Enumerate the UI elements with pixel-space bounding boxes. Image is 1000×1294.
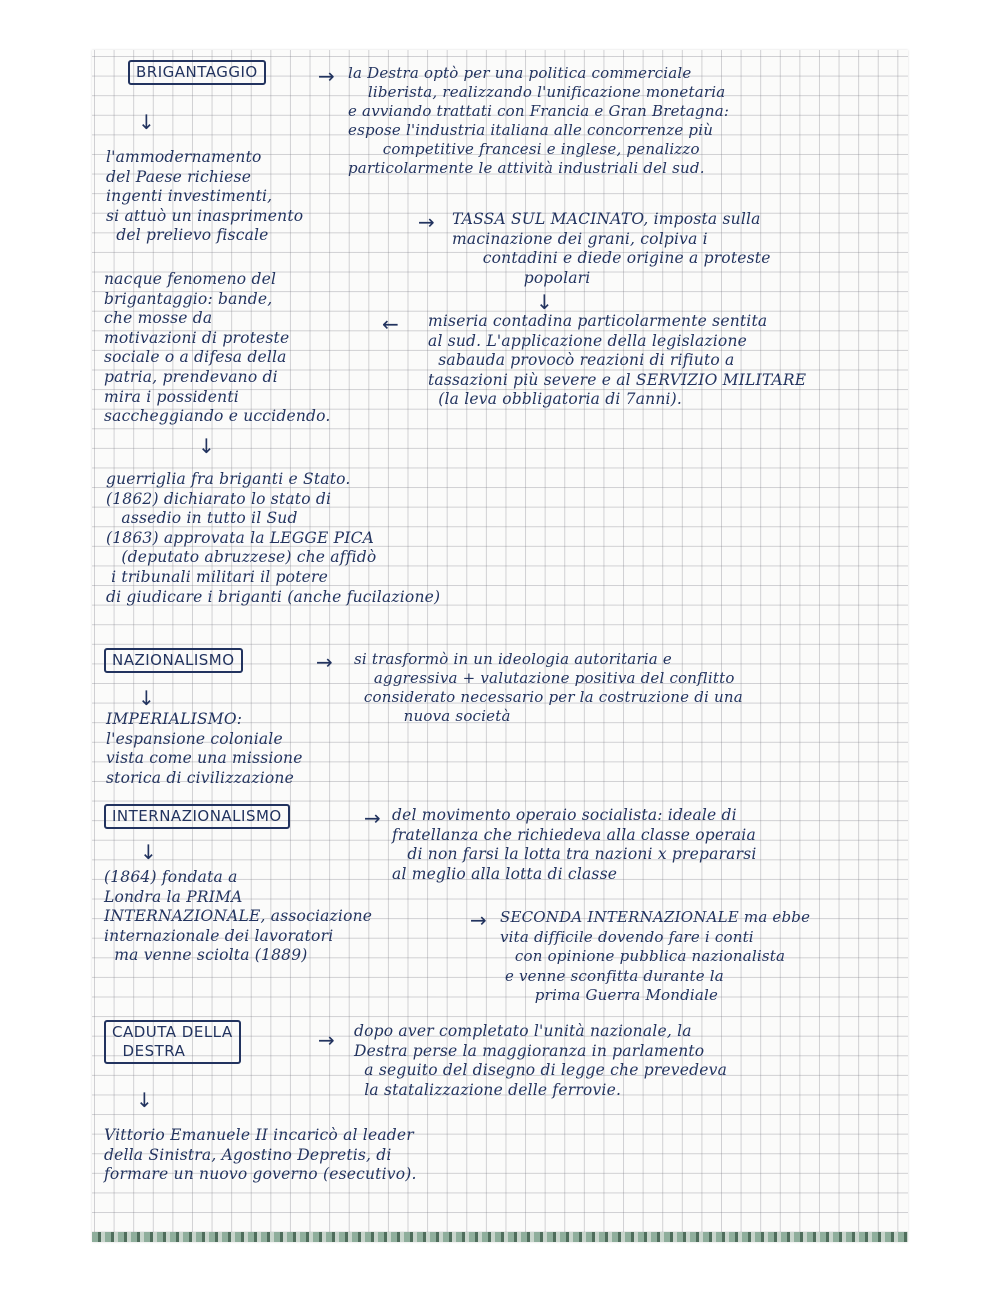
arrow-down-icon: ↓ — [536, 290, 553, 314]
guerriglia-text: guerriglia fra briganti e Stato. (1862) dichiarato lo stato di assedio in tutto il Sud (1863) approvata la LEGGE PICA (deputato abruzzese) che affidò i tribunali militari il potere di giudicare i briganti (anche fucilazione) — [106, 470, 441, 606]
internazionalismo-socialista-text: del movimento operaio socialista: ideale di fratellanza che richiedeva alla classe operaia di non farsi la lotta tra nazioni x prepararsi al meglio alla lotta di classe — [392, 806, 757, 883]
arrow-left-icon: ← — [382, 312, 399, 336]
brigantaggio-title-box: BRIGANTAGGIO — [128, 60, 266, 85]
internazionalismo-title-box: INTERNAZIONALISMO — [104, 804, 290, 829]
tassa-macinato-text: TASSA SUL MACINATO, imposta sulla macinazione dei grani, colpiva i contadini e diede origine a proteste popolari — [452, 210, 771, 287]
arrow-down-icon: ↓ — [140, 840, 157, 864]
arrow-down-icon: ↓ — [138, 110, 155, 134]
arrow-down-icon: ↓ — [198, 434, 215, 458]
arrow-right-icon: → — [470, 908, 487, 932]
miseria-contadina-text: miseria contadina particolarmente sentita al sud. L'applicazione della legislazione sabauda provocò reazioni di rifiuto a tassazioni più severe e al SERVIZIO MILITARE (la leva obbligatoria di 7anni). — [428, 312, 807, 409]
arrow-right-icon: → — [418, 210, 435, 234]
arrow-right-icon: → — [318, 1028, 335, 1052]
arrow-right-icon: → — [316, 650, 333, 674]
caduta-destra-title-box: CADUTA DELLA DESTRA — [104, 1020, 241, 1064]
caduta-destra-text: dopo aver completato l'unità nazionale, la Destra perse la maggioranza in parlamento a seguito del disegno di legge che prevedeva la statalizzazione delle ferrovie. — [354, 1022, 728, 1099]
brigantaggio-liberismo-text: la Destra optò per una politica commerciale liberista, realizzando l'unificazione monetaria e avviando trattati con Francia e Gran Bretagna: espose l'industria italiana alle concorrenze più competitive francesi e inglese, penalizzo particolarmente le attività industriali del sud. — [348, 64, 730, 177]
brigantaggio-fiscale-text: l'ammodernamento del Paese richiese ingenti investimenti, si attuò un inasprimento del prelievo fiscale — [106, 148, 304, 245]
page-bottom-edge — [92, 1232, 908, 1242]
nacque-brigantaggio-text: nacque fenomeno del brigantaggio: bande, che mosse da motivazioni di proteste sociale o a difesa della patria, prendevano di mira i possidenti saccheggiando e uccidendo. — [104, 270, 331, 426]
depretis-text: Vittorio Emanuele II incaricò al leader della Sinistra, Agostino Depretis, di formare un nuovo governo (esecutivo). — [104, 1126, 417, 1184]
prima-internazionale-text: (1864) fondata a Londra la PRIMA INTERNAZIONALE, associazione internazionale dei lavoratori ma venne sciolta (1889) — [104, 868, 373, 965]
seconda-internazionale-text: SECONDA INTERNAZIONALE ma ebbe vita difficile dovendo fare i conti con opinione pubblica nazionalista e venne sconfitta durante la prima Guerra Mondiale — [500, 908, 811, 1005]
arrow-down-icon: ↓ — [138, 686, 155, 710]
arrow-right-icon: → — [318, 64, 335, 88]
imperialismo-text: IMPERIALISMO: l'espansione coloniale vista come una missione storica di civilizzazione — [106, 710, 303, 787]
arrow-down-icon: ↓ — [136, 1088, 153, 1112]
arrow-right-icon: → — [364, 806, 381, 830]
nazionalismo-title-box: NAZIONALISMO — [104, 648, 243, 673]
nazionalismo-ideologia-text: si trasformò in un ideologia autoritaria e aggressiva + valutazione positiva del conflitto considerato necessario per la costruzione di una nuova società — [354, 650, 743, 725]
